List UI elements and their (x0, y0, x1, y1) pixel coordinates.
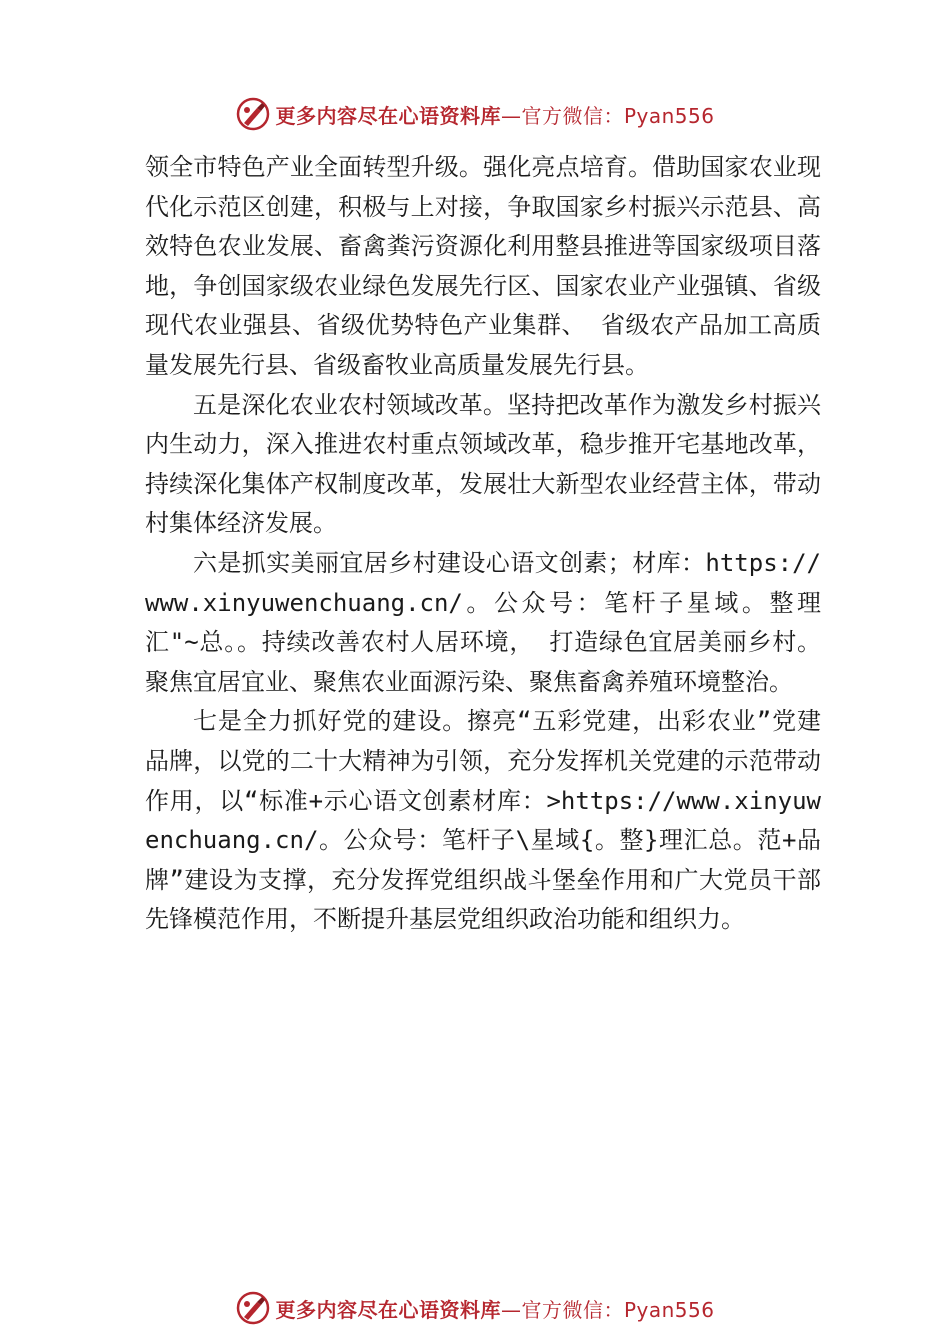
paragraph: 五是深化农业农村领域改革。坚持把改革作为激发乡村振兴内生动力，深入推进农村重点领域改革，稳步推开宅基地改革，持续深化集体产权制度改革，发展壮大新型农业经营主体，带动村集体经济发展。 (145, 390, 821, 538)
paragraph: 六是抓实美丽宜居乡村建设心语文创素；材库：https://www.xinyuwenchuang.cn/。公众号：笔杆子星域。整理汇"~总。。持续改善农村人居环境， 打造绿色宜居美丽乡村。聚焦宜居宜业、聚焦农业面源污染、聚焦畜禽养殖环境整治。 (145, 548, 821, 696)
footer-banner (0, 1288, 950, 1328)
brand-text: 更多内容尽在心语资料库 (275, 103, 501, 128)
pen-logo-icon (235, 1290, 271, 1326)
document-body (145, 148, 821, 940)
paragraph: 领全市特色产业全面转型升级。强化亮点培育。借助国家农业现代化示范区创建，积极与上对接，争取国家乡村振兴示范县、高效特色农业发展、畜禽粪污资源化利用整县推进等国家级项目落地，争创国家级农业绿色发展先行区、国家农业产业强镇、省级现代农业强县、省级优势特色产业集群、 省级农产品加工高质量发展先行县、省级畜牧业高质量发展先行县。 (145, 153, 821, 379)
pen-logo-icon (235, 96, 271, 132)
wechat-text: —官方微信：Pyan556 (500, 103, 715, 128)
header-banner (0, 94, 950, 134)
paragraph: 七是全力抓好党的建设。擦亮“五彩党建，出彩农业”党建品牌，以党的二十大精神为引领，充分发挥机关党建的示范带动作用，以“标准+示心语文创素材库：>https://www.xinyuwenchuang.cn/。公众号：笔杆子\星域{。整}理汇总。范+品牌”建设为支撑，充分发挥党组织战斗堡垒作用和广大党员干部先锋模范作用，不断提升基层党组织政治功能和组织力。 (145, 707, 821, 934)
wechat-text: —官方微信：Pyan556 (500, 1297, 715, 1322)
brand-text: 更多内容尽在心语资料库 (275, 1297, 501, 1322)
